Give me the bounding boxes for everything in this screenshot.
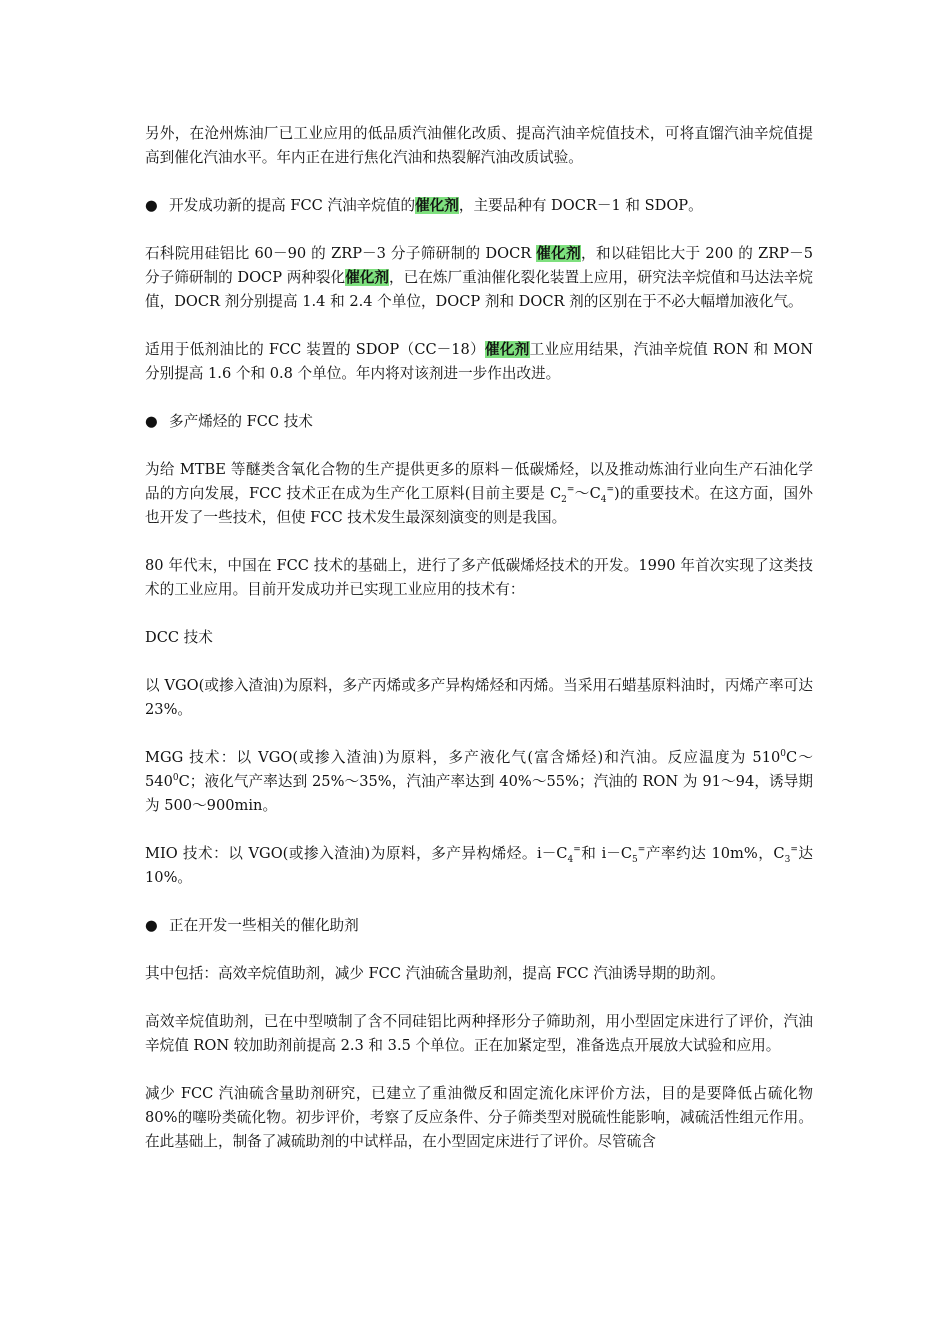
highlighted-term: 催化剂 <box>484 341 530 358</box>
bullet-icon: ● <box>145 197 158 214</box>
paragraph-coking-gasoline: 另外，在沧州炼油厂已工业应用的低品质汽油催化改质、提高汽油辛烷值技术，可将直馏汽油辛烷值提高到催化汽油水平。年内正在进行焦化汽油和热裂解汽油改质试验。 <box>145 125 813 166</box>
highlighted-term: 催化剂 <box>345 269 390 286</box>
bullet-olefin-fcc: ● 多产烯烃的 FCC 技术 <box>145 410 813 434</box>
paragraph-mtbe: 为给 MTBE 等醚类含氧化合物的生产提供更多的原料－低碳烯烃，以及推动炼油行业向生产石油化学品的方向发展，FCC 技术正在成为生产化工原料(目前主要是 $C_2^=\sim C_4^=$)的重要技术。在这方面，国外也开发了一些技术，但使 FCC 技术发生最深刻演变的则是我国。 <box>145 461 813 526</box>
bullet-icon: ● <box>145 413 158 430</box>
document-body <box>145 122 813 1154</box>
paragraph-additives-list: 其中包括：高效辛烷值助剂，减少 FCC 汽油硫含量助剂，提高 FCC 汽油诱导期的助剂。 <box>145 965 725 982</box>
heading-dcc: DCC 技术 <box>145 629 213 646</box>
paragraph-mgg: MGG 技术：以 VGO(或掺入渣油)为原料，多产液化气(富含烯烃)和汽油。反应温度为 $510^0C\sim 540^0C$；液化气产率达到 25%～35%，汽油产率达到 40%～55%；汽油的 RON 为 91～94，诱导期为 500～900min。 <box>145 749 813 814</box>
highlighted-term: 催化剂 <box>415 197 459 214</box>
paragraph-sdop: 适用于低剂油比的 FCC 装置的 SDOP（CC－18）催化剂工业应用结果，汽油辛烷值 RON 和 MON 分别提高 1.6 个和 0.8 个单位。年内将对该剂进一步作出改进。 <box>145 341 813 382</box>
paragraph-dcc: 以 VGO(或掺入渣油)为原料，多产丙烯或多产异构烯烃和丙烯。当采用石蜡基原料油时，丙烯产率可达 23%。 <box>145 677 813 718</box>
paragraph-octane-additive: 高效辛烷值助剂，已在中型喷制了含不同硅铝比两种择形分子筛助剂，用小型固定床进行了评价，汽油辛烷值 RON 较加助剂前提高 2.3 和 3.5 个单位。正在加紧定型，准备选点开展放大试验和应用。 <box>145 1013 813 1054</box>
bullet-icon: ● <box>145 917 158 934</box>
paragraph-80s-development: 80 年代末，中国在 FCC 技术的基础上，进行了多产低碳烯烃技术的开发。1990 年首次实现了这类技术的工业应用。目前开发成功并已实现工业应用的技术有： <box>145 557 813 598</box>
paragraph-sulfur-additive: 减少 FCC 汽油硫含量助剂研究，已建立了重油微反和固定流化床评价方法，目的是要降低占硫化物 80%的噻吩类硫化物。初步评价，考察了反应条件、分子筛类型对脱硫性能影响，减硫活性组元作用。在此基础上，制备了减硫助剂的中试样品，在小型固定床进行了评价。尽管硫含 <box>145 1085 813 1150</box>
bullet-catalyst-development: ● 开发成功新的提高 FCC 汽油辛烷值的催化剂，主要品种有 DOCR－1 和 SDOP。 <box>145 194 813 218</box>
bullet-additives: ● 正在开发一些相关的催化助剂 <box>145 914 813 938</box>
paragraph-docr-docp: 石科院用硅铝比 60－90 的 ZRP－3 分子筛研制的 DOCR 催化剂，和以硅铝比大于 200 的 ZRP－5 分子筛研制的 DOCP 两种裂化催化剂，已在炼厂重油催化裂化装置上应用，研究法辛烷值和马达法辛烷值，DOCR 剂分别提高 1.4 和 2.4 个单位，DOCP 剂和 DOCR 剂的区别在于不必大幅增加液化气。 <box>145 245 813 310</box>
highlighted-term: 催化剂 <box>536 245 582 262</box>
paragraph-mio: MIO 技术：以 VGO(或掺入渣油)为原料，多产异构烯烃。$i-C_4^=$和 $i-C_5^=$产率约达 10m%，$C_3^=$达 10%。 <box>145 845 813 886</box>
